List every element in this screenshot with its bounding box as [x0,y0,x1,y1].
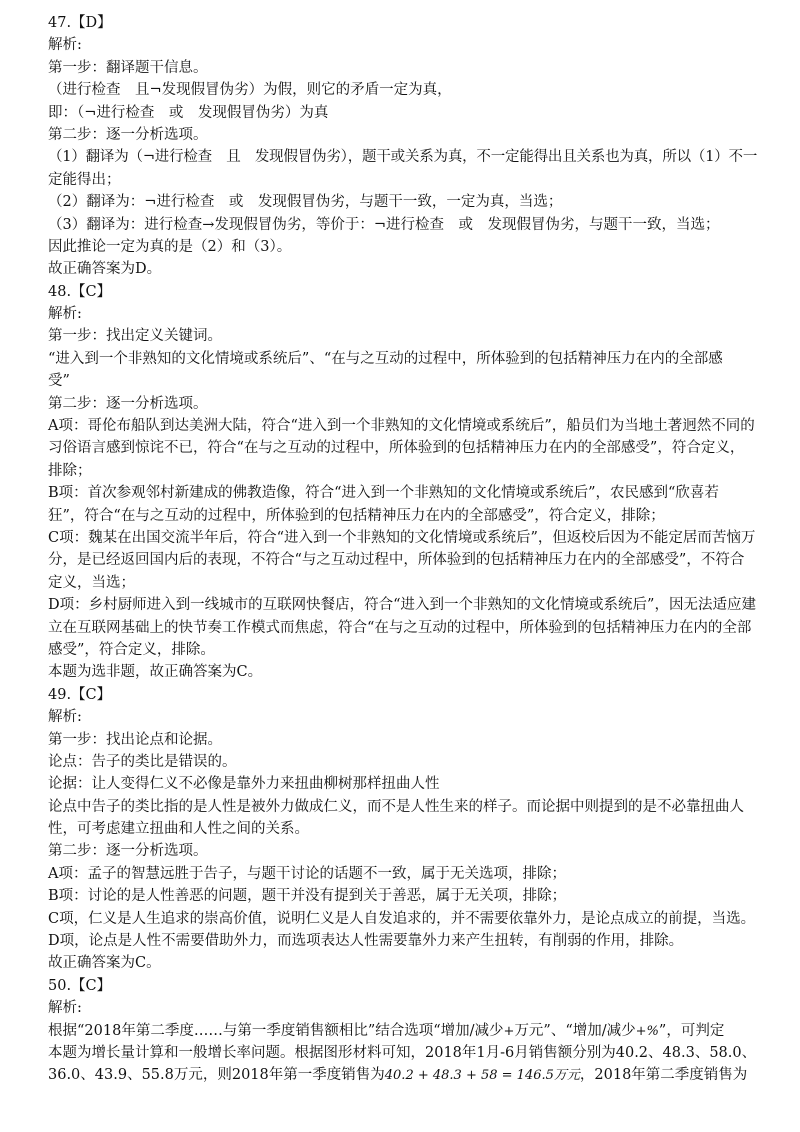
text-segment: ”，可判定 [658,1022,725,1039]
analysis-line: 第二步：逐一分析选项。 [48,126,208,143]
analysis-line: A项：哥伦布船队到达美洲大陆，符合“进入到一个非熟知的文化情境或系统后”，船员们为当地土著迥然不同的 [48,418,755,435]
analysis-line: （2）翻译为：¬进行检查 或 发现假冒伪劣，与题干一致，一定为真，当选； [48,194,563,211]
analysis-line: 本题为增长量计算和一般增长率问题。根据图形材料可知，2018年1月-6月销售额分别为40.2、48.3、58.0、 [48,1044,757,1061]
analysis-line: 第一步：翻译题干信息。 [48,59,208,76]
analysis-line: 习俗语言感到惊诧不已，符合“在与之互动的过程中，所体验到的包括精神压力在内的全部感受”，符合定义， [48,440,745,457]
analysis-line: 因此推论一定为真的是（2）和（3）。 [48,238,292,255]
analysis-label: 解析: [48,306,82,323]
analysis-line: 第二步：逐一分析选项。 [48,843,208,860]
plus-percent-symbol: +% [635,1023,659,1039]
analysis-line: B项：首次参观邻村新建成的佛教造像，符合“进入到一个非熟知的文化情境或系统后”，农民感到“欣喜若 [48,485,719,502]
analysis-line: （3）翻译为：进行检查→发现假冒伪劣，等价于：¬进行检查 或 发现假冒伪劣，与题干一致，当选； [48,216,720,233]
analysis-line: D项：乡村厨师进入到一线城市的互联网快餐店，符合“进入到一个非熟知的文化情境或系统后”，因无法适应建 [48,597,756,614]
analysis-line: “进入到一个非熟知的文化情境或系统后”、“在与之互动的过程中，所体验到的包括精神压力在内的全部感 [48,350,723,367]
text-segment: ，2018年第二季度销售为 [579,1067,748,1084]
analysis-line: 定义，当选； [48,574,135,591]
question-header: 47.【D】 [48,15,112,31]
analysis-line: 论据：让人变得仁义不必像是靠外力来扭曲柳树那样扭曲人性 [48,776,440,793]
question-header: 49.【C】 [48,686,112,703]
analysis-line: 论点：告子的类比是错误的。 [48,753,237,770]
analysis-line: A项：孟子的智慧远胜于告子，与题干讨论的话题不一致，属于无关选项，排除； [48,865,566,882]
analysis-line: 定能得出； [48,171,121,188]
analysis-line: 第一步：找出定义关键词。 [48,328,222,345]
question-47 [48,12,760,281]
answer-line: 本题为选非题，故正确答案为C。 [48,664,263,681]
analysis-label: 解析: [48,1000,82,1017]
analysis-line: （进行检查 且¬发现假冒伪劣）为假，则它的矛盾一定为真， [48,82,452,99]
analysis-line: B项：讨论的是人性善恶的问题，题干并没有提到关于善恶，属于无关项，排除； [48,888,567,905]
analysis-line: 排除； [48,462,92,479]
analysis-label: 解析: [48,37,82,54]
analysis-label: 解析: [48,709,82,726]
formula: 40.2 + 48.3 + 58 = 146.5万元 [384,1068,580,1084]
question-49 [48,684,760,975]
analysis-line: 感受”，符合定义，排除。 [48,641,215,658]
question-50 [48,975,760,1087]
analysis-line: 受” [48,373,70,390]
analysis-line: 即：（¬进行检查 或 发现假冒伪劣）为真 [48,104,329,121]
analysis-line: 第二步：逐一分析选项。 [48,395,208,412]
text-segment: 36.0、43.9、55.8万元，则2018年第一季度销售为 [48,1067,385,1084]
analysis-line: 分，是已经返回国内后的表现，不符合“与之互动过程中，所体验到的包括精神压力在内的全部感受”，不符合 [48,552,745,569]
analysis-line: 论点中告子的类比指的是人性是被外力做成仁义，而不是人性生来的样子。而论据中则提到的是不必靠扭曲人 [48,798,744,815]
analysis-line: D项，论点是人性不需要借助外力，而选项表达人性需要靠外力来产生扭转，有削弱的作用，排除。 [48,933,684,950]
analysis-line [48,1064,760,1086]
analysis-line: 立在互联网基础上的快节奏工作模式而焦虑，符合“在与之互动的过程中，所体验到的包括精神压力在内的全部 [48,619,752,636]
analysis-line: （1）翻译为（¬进行检查 且 发现假冒伪劣），题干或关系为真，不一定能得出且关系也为真，所以（1）不一 [48,149,758,166]
answer-line: 故正确答案为D。 [48,261,162,278]
analysis-line: 性，可考虑建立扭曲和人性之间的关系。 [48,821,309,838]
analysis-line: C项：魏某在出国交流半年后，符合“进入到一个非熟知的文化情境或系统后”，但返校后因为不能定居而苦恼万 [48,529,756,546]
plus-symbol: + [503,1023,515,1039]
text-segment: 根据“2018年第二季度……与第一季度销售额相比”结合选项“增加/减少 [48,1022,504,1039]
analysis-line [48,1020,760,1042]
text-segment: 万元”、“增加/减少 [514,1022,636,1039]
analysis-line: C项，仁义是人生追求的崇高价值，说明仁义是人自发追求的，并不需要依靠外力，是论点成立的前提，当选。 [48,910,756,927]
question-48 [48,281,760,684]
answer-line: 故正确答案为C。 [48,955,161,972]
analysis-line: 狂”，符合“在与之互动的过程中，所体验到的包括精神压力在内的全部感受”，符合定义，排除； [48,507,665,524]
question-header: 48.【C】 [48,283,112,300]
question-header: 50.【C】 [48,977,112,994]
answer-document [48,12,760,1087]
analysis-line: 第一步：找出论点和论据。 [48,731,222,748]
